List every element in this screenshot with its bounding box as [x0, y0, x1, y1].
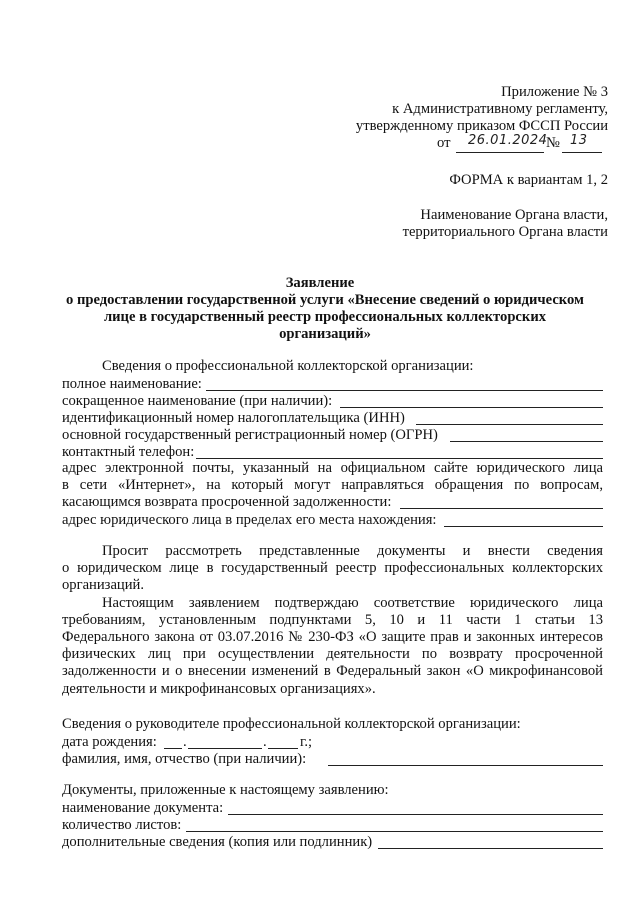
forma-label: ФОРМА к вариантам 1, 2: [449, 172, 608, 188]
appendix-reference: к Административному регламенту,: [392, 101, 608, 117]
head-fio-label: фамилия, имя, отчество (при наличии):: [62, 751, 307, 767]
request-p2-line-6: деятельности и микрофинансовых организациях».: [62, 681, 376, 697]
org-ogrn-label: основной государственный регистрационный номер (ОГРН): [62, 427, 438, 443]
org-address-label: адрес юридического лица в пределах его места нахождения:: [62, 512, 437, 528]
org-short-name-field[interactable]: [340, 407, 603, 408]
number-prefix: №: [546, 135, 560, 151]
document-subtitle-line-1: о предоставлении государственной услуги «Внесение сведений о юридическом: [66, 292, 584, 308]
birth-year-field[interactable]: [268, 748, 298, 749]
org-email-line-2: в сети «Интернет», на который могут направляться обращения по вопросам,: [62, 477, 603, 493]
head-section-heading: Сведения о руководителе профессиональной коллекторской организации:: [62, 716, 521, 732]
date-value: 26.01.2024: [468, 133, 548, 148]
org-ogrn-field[interactable]: [450, 441, 603, 442]
number-underline: [562, 152, 602, 153]
doc-name-label: наименование документа:: [62, 800, 224, 816]
org-full-name-field[interactable]: [206, 390, 603, 391]
date-underline: [456, 152, 544, 153]
birth-sep-1: .: [183, 734, 187, 750]
document-title: Заявление: [285, 275, 355, 291]
date-prefix: от: [437, 135, 451, 151]
request-p2-line-4: физических лиц при осуществлении деятельности по возврату просроченной: [62, 646, 603, 662]
doc-sheets-field[interactable]: [186, 831, 603, 832]
request-p1-line-3: организаций.: [62, 577, 144, 593]
birth-year-suffix: г.;: [300, 734, 313, 750]
document-subtitle-line-3: организаций»: [279, 326, 371, 342]
org-address-field[interactable]: [444, 526, 603, 527]
request-p2-line-2: требованиям, установленным подпунктами 5, 10 и 11 части 1 статьи 13: [62, 612, 603, 628]
birth-sep-2: .: [263, 734, 267, 750]
head-fio-field[interactable]: [328, 765, 603, 766]
org-section-heading: Сведения о профессиональной коллекторской организации:: [102, 358, 474, 374]
org-inn-field[interactable]: [416, 424, 603, 425]
birth-month-field[interactable]: [188, 748, 262, 749]
birth-day-field[interactable]: [164, 748, 182, 749]
org-inn-label: идентификационный номер налогоплательщика (ИНН): [62, 410, 405, 426]
birth-date-label: дата рождения:: [62, 734, 157, 750]
doc-name-field[interactable]: [228, 814, 603, 815]
doc-extra-label: дополнительные сведения (копия или подлинник): [62, 834, 373, 850]
document-subtitle-line-2: лице в государственный реестр профессиональных коллекторских: [103, 309, 547, 325]
request-p1-line-1: Просит рассмотреть представленные документы и внести сведения: [102, 543, 603, 559]
number-value: 13: [570, 133, 588, 148]
appendix-number: Приложение № 3: [501, 84, 608, 100]
request-p2-line-3: Федерального закона от 03.07.2016 № 230-ФЗ «О защите прав и законных интересов: [62, 629, 603, 645]
org-short-name-label: сокращенное наименование (при наличии):: [62, 393, 333, 409]
org-full-name-label: полное наименование:: [62, 376, 202, 392]
org-email-line-3: касающимся возврата просроченной задолженности:: [62, 494, 392, 510]
request-p1-line-2: о юридическом лице в государственный реестр профессиональных коллекторских: [62, 560, 603, 576]
appendix-order: утвержденному приказом ФССП России: [355, 118, 608, 134]
doc-sheets-label: количество листов:: [62, 817, 182, 833]
doc-extra-field[interactable]: [378, 848, 603, 849]
org-phone-label: контактный телефон:: [62, 444, 195, 460]
authority-line-1: Наименование Органа власти,: [420, 207, 608, 223]
request-p2-line-1: Настоящим заявлением подтверждаю соответствие юридического лица: [102, 595, 603, 611]
request-p2-line-5: задолженности и о внесении изменений в Федеральный закон «О микрофинансовой: [62, 663, 603, 679]
org-email-line-1: адрес электронной почты, указанный на официальном сайте юридического лица: [62, 460, 603, 476]
authority-line-2: территориального Органа власти: [402, 224, 608, 240]
docs-section-heading: Документы, приложенные к настоящему заявлению:: [62, 782, 389, 798]
org-email-field[interactable]: [400, 508, 603, 509]
